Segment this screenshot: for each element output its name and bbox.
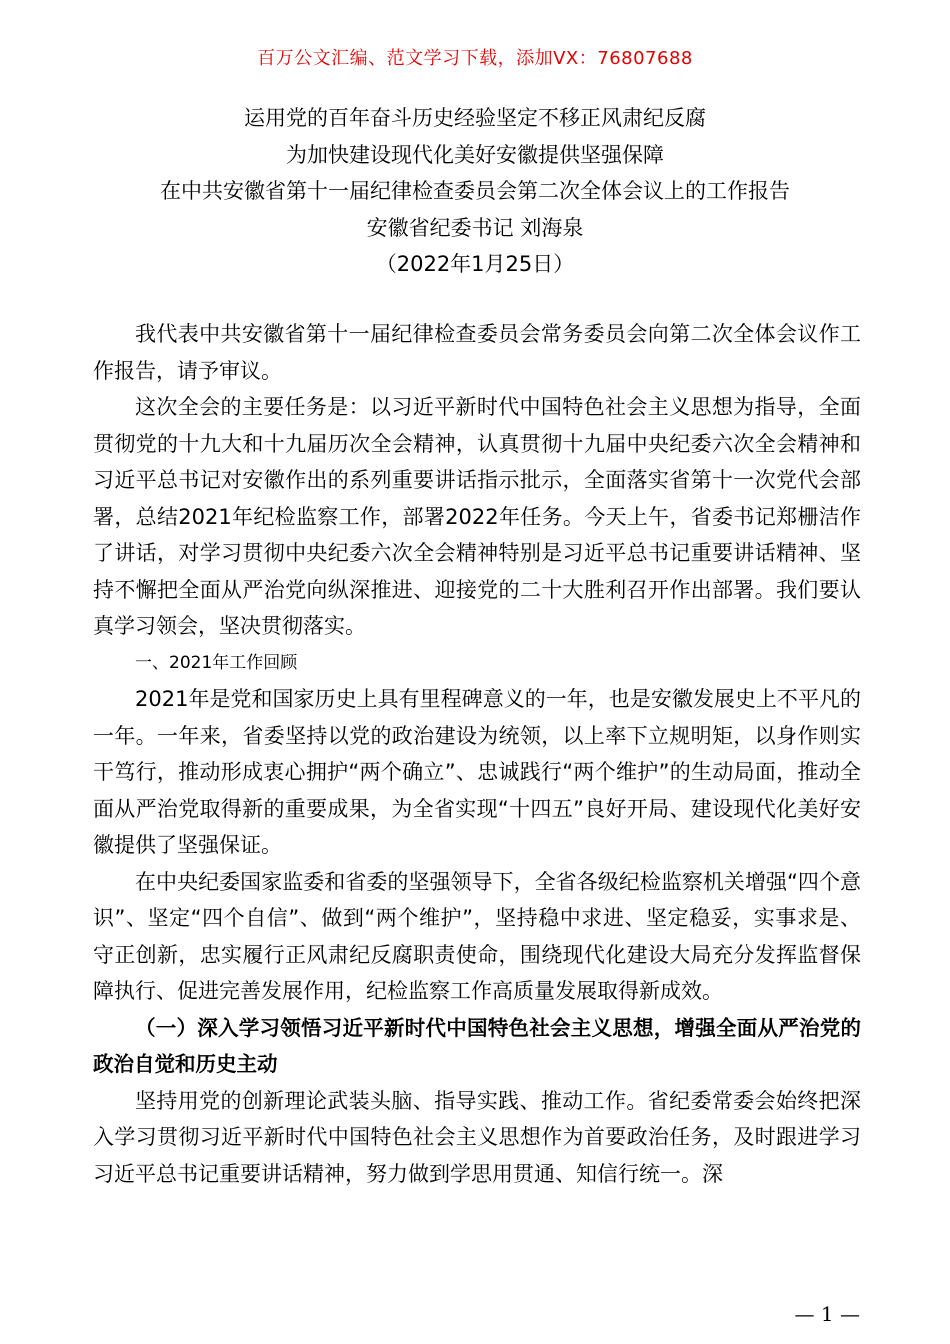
document-title: [0, 100, 950, 283]
paragraph: 在中央纪委国家监委和省委的坚强领导下，全省各级纪检监察机关增强“四个意识”、坚定“四个自信”、做到“两个维护”，坚持稳中求进、坚定稳妥，实事求是、守正创新，忠实履行正风肃纪反腐职责使命，围绕现代化建设大局充分发挥监督保障执行、促进完善发展作用，纪检监察工作高质量发展取得新成效。: [93, 869, 861, 1003]
watermark-banner: 百万公文汇编、范文学习下载，添加VX：76807688: [257, 48, 693, 69]
report-body: [93, 316, 861, 1192]
paragraph: 坚持用党的创新理论武装头脑、指导实践、推动工作。省纪委常委会始终把深入学习贯彻习近平新时代中国特色社会主义思想作为首要政治任务，及时跟进学习习近平总书记重要讲话精神，努力做到学思用贯通、知信行统一。深: [93, 1088, 861, 1186]
title-line-author: 安徽省纪委书记 刘海泉: [366, 215, 584, 240]
title-line-date: （2022年1月25日）: [375, 252, 575, 276]
paragraph: 我代表中共安徽省第十一届纪律检查委员会常务委员会向第二次全体会议作工作报告，请予审议。: [93, 322, 861, 383]
paragraph: 这次全会的主要任务是：以习近平新时代中国特色社会主义思想为指导，全面贯彻党的十九大和十九届历次全会精神，认真贯彻十九届中央纪委六次全会精神和习近平总书记对安徽作出的系列重要讲话指示批示，全面落实省第十一次党代会部署，总结2021年纪检监察工作，部署2022年任务。今天上午，省委书记郑栅洁作了讲话，对学习贯彻中央纪委六次全会精神特别是习近平总书记重要讲话精神、坚持不懈把全面从严治党向纵深推进、迎接党的二十大胜利召开作出部署。我们要认真学习领会，坚决贯彻落实。: [93, 395, 861, 638]
section-heading: 一、2021年工作回顾: [135, 652, 298, 673]
page-number: — 1 —: [794, 1302, 860, 1326]
title-line-main: 运用党的百年奋斗历史经验坚定不移正风肃纪反腐: [244, 106, 706, 130]
title-line-sub: 为加快建设现代化美好安徽提供坚强保障: [286, 142, 664, 167]
title-line-occasion: 在中共安徽省第十一届纪律检查委员会第二次全体会议上的工作报告: [160, 179, 790, 203]
paragraph: 2021年是党和国家历史上具有里程碑意义的一年，也是安徽发展史上不平凡的一年。一年来，省委坚持以党的政治建设为统领，以上率下立规明矩，以身作则实干笃行，推动形成衷心拥护“两个确立”、忠诚践行“两个维护”的生动局面，推动全面从严治党取得新的重要成果，为全省实现“十四五”良好开局、建设现代化美好安徽提供了坚强保证。: [93, 687, 861, 857]
subsection-heading: （一）深入学习领悟习近平新时代中国特色社会主义思想，增强全面从严治党的政治自觉和历史主动: [93, 1015, 861, 1076]
